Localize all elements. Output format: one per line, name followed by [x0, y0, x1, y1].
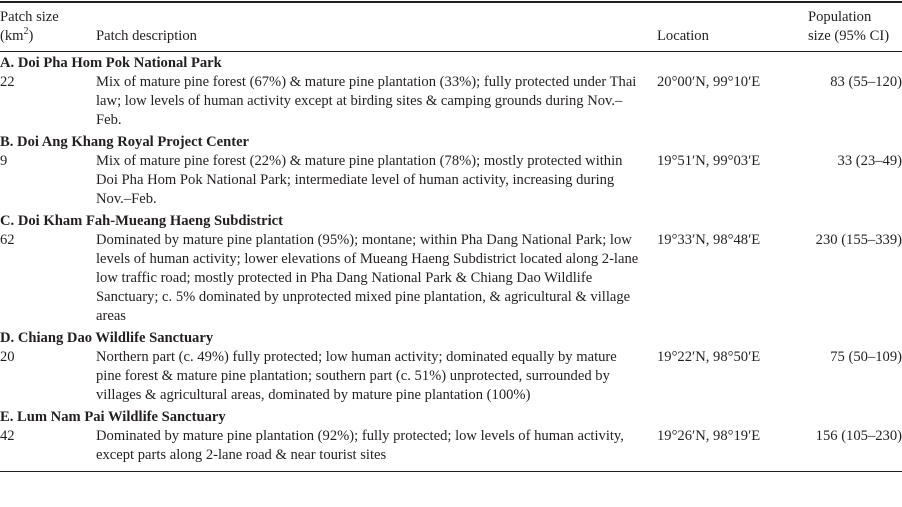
population-cell: 83 (55–120) [830, 74, 902, 90]
table-row [0, 152, 902, 210]
location-cell: 19°26′N, 98°19′E [657, 427, 806, 472]
description-cell: Mix of mature pine forest (22%) & mature pine plantation (78%); mostly protected within Doi Pha Hom Pok National Park; intermediate level of human activity, increasing during Nov.–Feb. [96, 153, 623, 207]
description-cell: Dominated by mature pine plantation (92%); fully protected; low levels of human activity, except parts along 2-lane road & near tourist sites [96, 427, 657, 472]
header-location: Location [657, 3, 806, 52]
patch-size-cell: 42 [0, 427, 96, 472]
group-title-row [0, 52, 902, 74]
group-title: D. Chiang Dao Wildlife Sanctuary [0, 330, 214, 346]
header-patch-size [0, 3, 96, 52]
table-row [0, 348, 902, 406]
population-cell: 230 (155–339) [815, 232, 902, 248]
location-cell: 20°00′N, 99°10′E [657, 74, 761, 90]
description-cell: Mix of mature pine forest (67%) & mature pine plantation (33%); fully protected under Thai law; low levels of human activity except at birding sites & camping grounds during Nov.–Feb. [96, 74, 637, 128]
location-cell: 19°22′N, 98°50′E [657, 349, 761, 365]
patch-size-cell: 9 [0, 153, 8, 169]
group-title: A. Doi Pha Hom Pok National Park [0, 55, 222, 71]
group-title-row [0, 327, 902, 348]
description-cell: Northern part (c. 49%) fully protected; low human activity; dominated equally by mature pine forest & mature pine plantation; southern part (c. 51%) unprotected, surrounded by villages & agricultural areas, dominated by mature pine plantation (100%) [96, 349, 617, 403]
header-population-line1: Population [808, 9, 872, 25]
patch-size-cell: 62 [0, 232, 15, 248]
patch-size-cell: 22 [0, 74, 15, 90]
population-cell: 75 (50–109) [830, 349, 902, 365]
table-row [0, 427, 902, 472]
patch-table [0, 1, 902, 472]
patch-size-cell: 20 [0, 349, 15, 365]
table-row [0, 73, 902, 131]
table-header [0, 2, 902, 52]
header-description: Patch description [96, 3, 657, 52]
group-title: C. Doi Kham Fah-Mueang Haeng Subdistrict [0, 213, 283, 229]
table-body [0, 52, 902, 472]
group-title-row [0, 406, 902, 427]
table-row [0, 231, 902, 327]
population-cell: 33 (23–49) [837, 153, 902, 169]
description-cell: Dominated by mature pine plantation (95%); montane; within Pha Dang National Park; low levels of human activity; lower elevations of Mueang Haeng Subdistrict located along 2-lane low traffic road; mostly protected in Pha Dang National Park & Chiang Dao Wildlife Sanctuary; c. 5% dominated by unprotected mixed pine plantation, & agricultural & village areas [96, 232, 639, 324]
header-patch-size-line2: $(km^2)$ [0, 26, 34, 44]
location-cell: 19°51′N, 99°03′E [657, 153, 761, 169]
header-patch-size-line1: Patch size [0, 9, 59, 25]
header-population [806, 3, 902, 52]
group-title: E. Lum Nam Pai Wildlife Sanctuary [0, 409, 226, 425]
population-cell: 156 (105–230) [806, 427, 902, 472]
group-title-row [0, 210, 902, 231]
location-cell: 19°33′N, 98°48′E [657, 232, 761, 248]
header-population-line2: size (95% CI) [808, 28, 890, 44]
header-km-superscript: 2 [23, 26, 29, 38]
group-title: B. Doi Ang Khang Royal Project Center [0, 134, 250, 150]
group-title-row [0, 131, 902, 152]
